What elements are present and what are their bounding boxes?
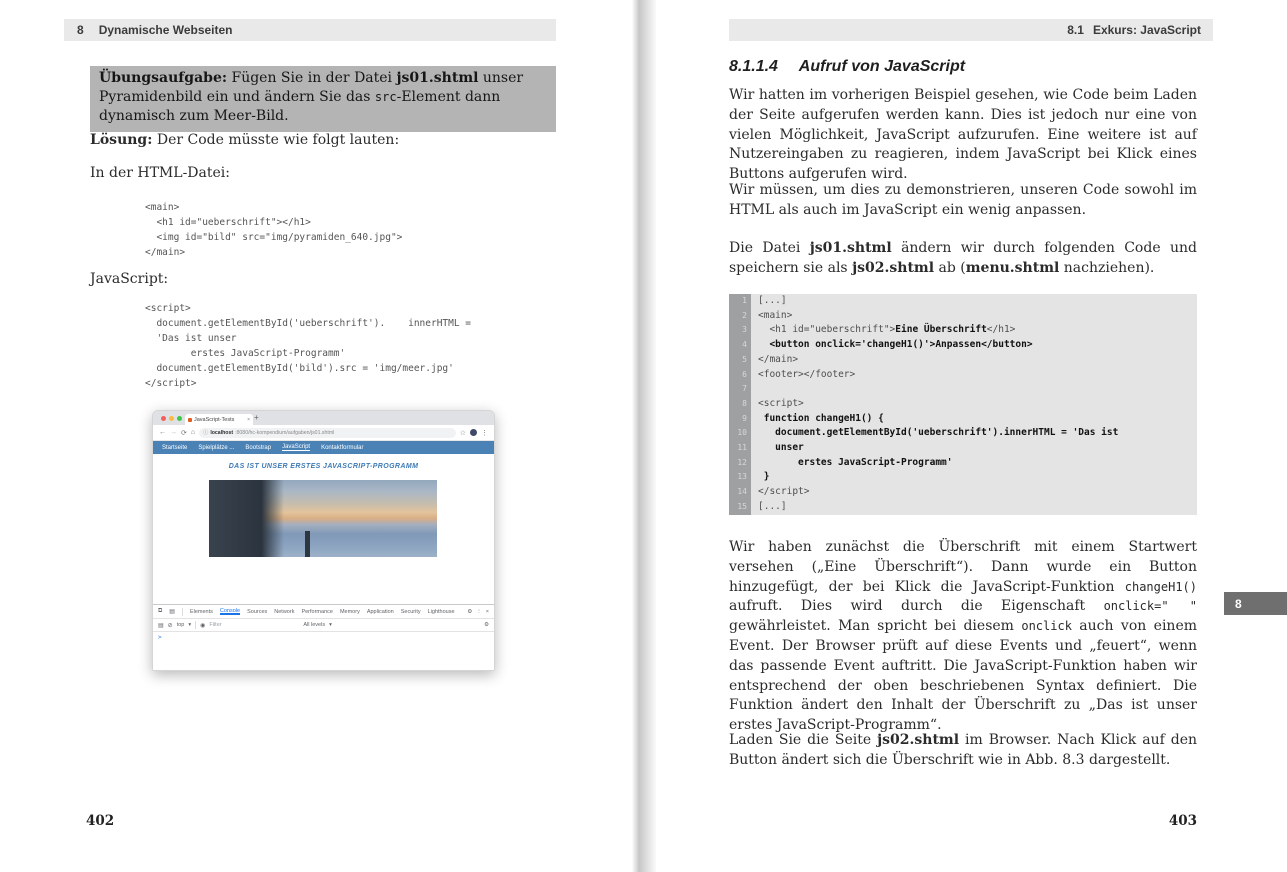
- maximize-window-dot: [177, 416, 182, 421]
- code-line: }: [763, 471, 770, 483]
- code-line: document.getElementById('ueberschrift'). innerHTML =: [145, 318, 472, 329]
- line-number: 14: [729, 485, 751, 500]
- line-number: 6: [729, 368, 751, 383]
- site-info-icon: ⓘ: [203, 430, 209, 436]
- javascript-label: JavaScript:: [90, 271, 169, 287]
- inline-code: onclick=" ": [1103, 599, 1197, 614]
- line-number: 11: [729, 441, 751, 456]
- code-line: <main>: [145, 202, 180, 213]
- building-silhouette: [209, 480, 284, 557]
- console-sidebar-icon: ▤: [158, 622, 164, 629]
- exercise-label: Übungsaufgabe:: [99, 70, 228, 86]
- kebab-icon: ⋮: [476, 608, 482, 615]
- subsection-title: Aufruf von JavaScript: [798, 58, 966, 75]
- code-line: <script>: [145, 303, 191, 314]
- left-running-header: [64, 19, 556, 41]
- code-line: function changeH1() {: [763, 412, 884, 424]
- home-icon: ⌂: [190, 429, 196, 436]
- code-line: <h1 id="ueberschrift">Eine Überschrift</h1>: [758, 324, 1016, 336]
- devtools-tab-console: Console: [219, 608, 241, 614]
- solution-line: [90, 131, 556, 150]
- text-segment: nachziehen).: [1059, 259, 1155, 276]
- eye-icon: ◉: [200, 622, 206, 629]
- inline-code: src: [374, 90, 397, 104]
- line-number: 3: [729, 323, 751, 338]
- nav-javascript: JavaScript: [282, 444, 311, 450]
- devtools-tab-lighthouse: Lighthouse: [427, 608, 455, 615]
- devtools-controls: [467, 609, 489, 615]
- line-number: 8: [729, 397, 751, 412]
- listing-row: [729, 441, 1197, 456]
- listing-row: [729, 338, 1197, 353]
- inspect-element-icon: ⧉: [158, 608, 163, 614]
- window-traffic-lights: [161, 416, 182, 421]
- url-host: localhost: [210, 429, 234, 436]
- js-code-block: [145, 301, 471, 391]
- code-line: <footer></footer>: [758, 368, 856, 380]
- inline-code: onclick: [1021, 619, 1072, 634]
- device-toolbar-icon: ▤: [169, 609, 175, 615]
- sea-sunset-photo: [209, 480, 437, 557]
- line-number: 9: [729, 412, 751, 427]
- text-segment: unser Pyramidenbild ein und ändern Sie das: [99, 70, 524, 105]
- paragraph: [729, 731, 1197, 771]
- line-number: 10: [729, 426, 751, 441]
- text-segment: Wir haben zunächst die Überschrift mit einem Startwert versehen („Eine Überschrift“). Dann wurde ein Button hinzugefügt, der bei Klick die JavaScript-Funktion: [729, 539, 1197, 595]
- paragraph: Wir müssen, um dies zu demonstrieren, unseren Code sowohl im HTML als auch im JavaScript ein wenig anpassen.: [729, 182, 1197, 218]
- filename: js02.shtml: [877, 732, 960, 748]
- site-navbar: [153, 441, 494, 454]
- jetty-post: [305, 531, 310, 557]
- inline-code: changeH1(): [1124, 579, 1197, 594]
- code-line: erstes JavaScript-Programm': [798, 456, 953, 468]
- code-line: unser: [775, 442, 804, 454]
- listing-row: [729, 470, 1197, 485]
- close-window-dot: [161, 416, 166, 421]
- devtools-tab-memory: Memory: [339, 608, 360, 615]
- html-file-label: In der HTML-Datei:: [90, 165, 230, 181]
- text-segment: -Element dann dynamisch zum Meer-Bild.: [99, 89, 501, 124]
- listing-row: [729, 323, 1197, 338]
- gear-icon: ⚙: [467, 608, 473, 615]
- console-filter-field: Filter: [209, 622, 222, 628]
- devtools-panel: [153, 604, 494, 670]
- filename: js01.shtml: [396, 70, 479, 86]
- page-gutter: [632, 0, 656, 872]
- code-line: 'Das ist unser: [145, 333, 237, 344]
- code-line: document.getElementById('ueberschrift').innerHTML = 'Das ist: [775, 427, 1119, 439]
- listing-row: [729, 412, 1197, 427]
- code-line: </main>: [758, 353, 799, 365]
- code-line: </script>: [145, 378, 197, 389]
- text-segment: ändern wir durch folgenden Code und speichern sie als: [729, 240, 1197, 276]
- code-listing: [729, 294, 1197, 515]
- page-content-area: [153, 454, 494, 605]
- exercise-box: [90, 66, 556, 132]
- line-number: 4: [729, 338, 751, 353]
- text-segment: Laden Sie die Seite: [729, 732, 878, 748]
- chevron-down-icon: ▾: [188, 622, 192, 628]
- clear-console-icon: ⊘: [167, 622, 173, 629]
- code-line: [...]: [758, 500, 787, 512]
- filename: js01.shtml: [809, 240, 892, 256]
- code-line: <h1 id="ueberschrift"></h1>: [145, 217, 311, 228]
- text-segment: auch von einem Event. Der Browser prüft auf diese Events und „feuert“, wenn das passende Event auftritt. Die JavaScript-Funktion haben wir entsprechend der oben beschriebenen Syntax definiert. Die Funktion ändert den Inhalt der Überschrift zu „Das ist unser erstes JavaScript-Programm“.: [729, 618, 1197, 734]
- text-segment: ab (: [934, 259, 966, 276]
- nav-bootstrap: Bootstrap: [245, 444, 272, 451]
- new-tab-icon: +: [254, 413, 259, 422]
- code-line: [...]: [758, 295, 787, 306]
- text-segment: Fügen Sie in der Datei: [227, 70, 397, 86]
- nav-spielplaetze: Spielplätze ...: [198, 444, 235, 451]
- profile-avatar: [470, 429, 477, 436]
- chapter-edge-tab: 8: [1224, 592, 1287, 615]
- listing-row: [729, 368, 1197, 383]
- code-line: <button onclick='changeH1()'>Anpassen</button>: [769, 339, 1033, 351]
- minimize-window-dot: [169, 416, 174, 421]
- paragraph: [729, 538, 1197, 736]
- browser-tabstrip: [153, 411, 494, 425]
- subsection-heading: [729, 58, 1197, 76]
- chapter-title: Dynamische Webseiten: [98, 23, 233, 37]
- listing-row: [729, 456, 1197, 471]
- nav-kontaktformular: Kontaktformular: [321, 444, 364, 451]
- paragraph: [729, 239, 1197, 279]
- devtools-tab-security: Security: [400, 608, 421, 615]
- chapter-number: 8: [77, 23, 84, 37]
- text-segment: aufruft. Dies wird durch die Eigenschaft: [729, 598, 1104, 615]
- page-heading: DAS IST UNSER ERSTES JAVASCRIPT-PROGRAMM: [228, 463, 419, 470]
- text-segment: gewährleistet. Man spricht bei diesem: [729, 618, 1022, 635]
- listing-row: [729, 397, 1197, 412]
- devtools-tab-elements: Elements: [189, 608, 213, 615]
- text-segment: im Browser. Nach Klick auf den Button ändert sich die Überschrift wie in Abb. 8.3 dargestellt.: [729, 732, 1197, 768]
- code-line: </script>: [758, 486, 810, 498]
- section-number: 8.1: [1067, 23, 1084, 37]
- line-number: 12: [729, 456, 751, 471]
- text-segment: Die Datei: [729, 240, 810, 256]
- forward-icon: →: [170, 429, 177, 436]
- bookmark-star-icon: ☆: [459, 429, 466, 437]
- section-title: Exkurs: JavaScript: [1092, 23, 1201, 37]
- devtools-tab-sources: Sources: [247, 608, 268, 615]
- code-line: erstes JavaScript-Programm': [145, 348, 346, 359]
- devtools-tab-performance: Performance: [301, 608, 333, 615]
- line-number: 1: [729, 294, 751, 309]
- browser-menu-kebab-icon: ⋮: [481, 429, 488, 437]
- right-running-header: [729, 19, 1213, 41]
- filename: menu.shtml: [965, 259, 1060, 276]
- browser-screenshot-figure: [152, 410, 495, 671]
- line-number: 2: [729, 309, 751, 324]
- devtools-tab-application: Application: [366, 608, 394, 615]
- html-code-block: [145, 200, 402, 260]
- listing-row: [729, 426, 1197, 441]
- right-page-number: 403: [1168, 813, 1197, 829]
- browser-toolbar: [153, 425, 494, 441]
- line-number: 7: [729, 382, 751, 397]
- console-prompt: >: [158, 634, 162, 641]
- favicon-icon: [188, 418, 192, 422]
- divider: [195, 621, 196, 629]
- text-segment: Der Code müsste wie folgt lauten:: [152, 132, 400, 148]
- context-selector: top: [176, 622, 185, 628]
- line-number: 15: [729, 500, 751, 515]
- code-line: </main>: [145, 247, 186, 258]
- line-number: 13: [729, 470, 751, 485]
- devtools-tab-network: Network: [274, 608, 295, 615]
- address-bar: [199, 428, 456, 438]
- chevron-down-icon: ▾: [329, 622, 332, 628]
- listing-row: [729, 353, 1197, 368]
- tab-title: JavaScript-Tests: [194, 416, 235, 423]
- tab-close-icon: ×: [247, 416, 250, 423]
- code-line: [751, 382, 758, 397]
- solution-label: Lösung:: [90, 132, 153, 148]
- back-icon: ←: [159, 429, 166, 436]
- code-line: <script>: [758, 397, 804, 409]
- code-line: document.getElementById('bild').src = 'img/meer.jpg': [145, 363, 454, 374]
- listing-row: [729, 294, 1197, 309]
- browser-tab: [185, 414, 253, 425]
- devtools-tabbar: [153, 605, 494, 619]
- filename: js02.shtml: [852, 259, 935, 276]
- code-line: <img id="bild" src="img/pyramiden_640.jpg">: [145, 232, 403, 243]
- listing-row: [729, 500, 1197, 515]
- line-number: 5: [729, 353, 751, 368]
- listing-row: [729, 382, 1197, 397]
- paragraph: Wir hatten im vorherigen Beispiel gesehen, wie Code beim Laden der Seite aufgerufen werden kann. Dies ist jedoch nur eine von vielen Möglichkeit, JavaScript aufzurufen. Eine weitere ist auf Nutzereingaben zu reagieren, indem JavaScript bei Klick eines Buttons aufgerufen wird.: [729, 87, 1197, 183]
- reload-icon: ⟳: [181, 429, 187, 437]
- close-icon: ×: [485, 608, 489, 615]
- listing-row: [729, 309, 1197, 324]
- console-toolbar: [153, 619, 494, 632]
- log-levels-selector: All levels: [303, 622, 326, 628]
- console-settings-gear-icon: ⚙: [484, 622, 489, 628]
- nav-startseite: Startseite: [162, 444, 188, 451]
- listing-row: [729, 485, 1197, 500]
- url-path: :8080/hc-kompendium/aufgaben/js01.shtml: [235, 429, 335, 436]
- left-page-number: 402: [86, 813, 115, 829]
- code-line: <main>: [758, 309, 793, 321]
- divider: [182, 608, 183, 616]
- subsection-number: 8.1.1.4: [729, 58, 778, 75]
